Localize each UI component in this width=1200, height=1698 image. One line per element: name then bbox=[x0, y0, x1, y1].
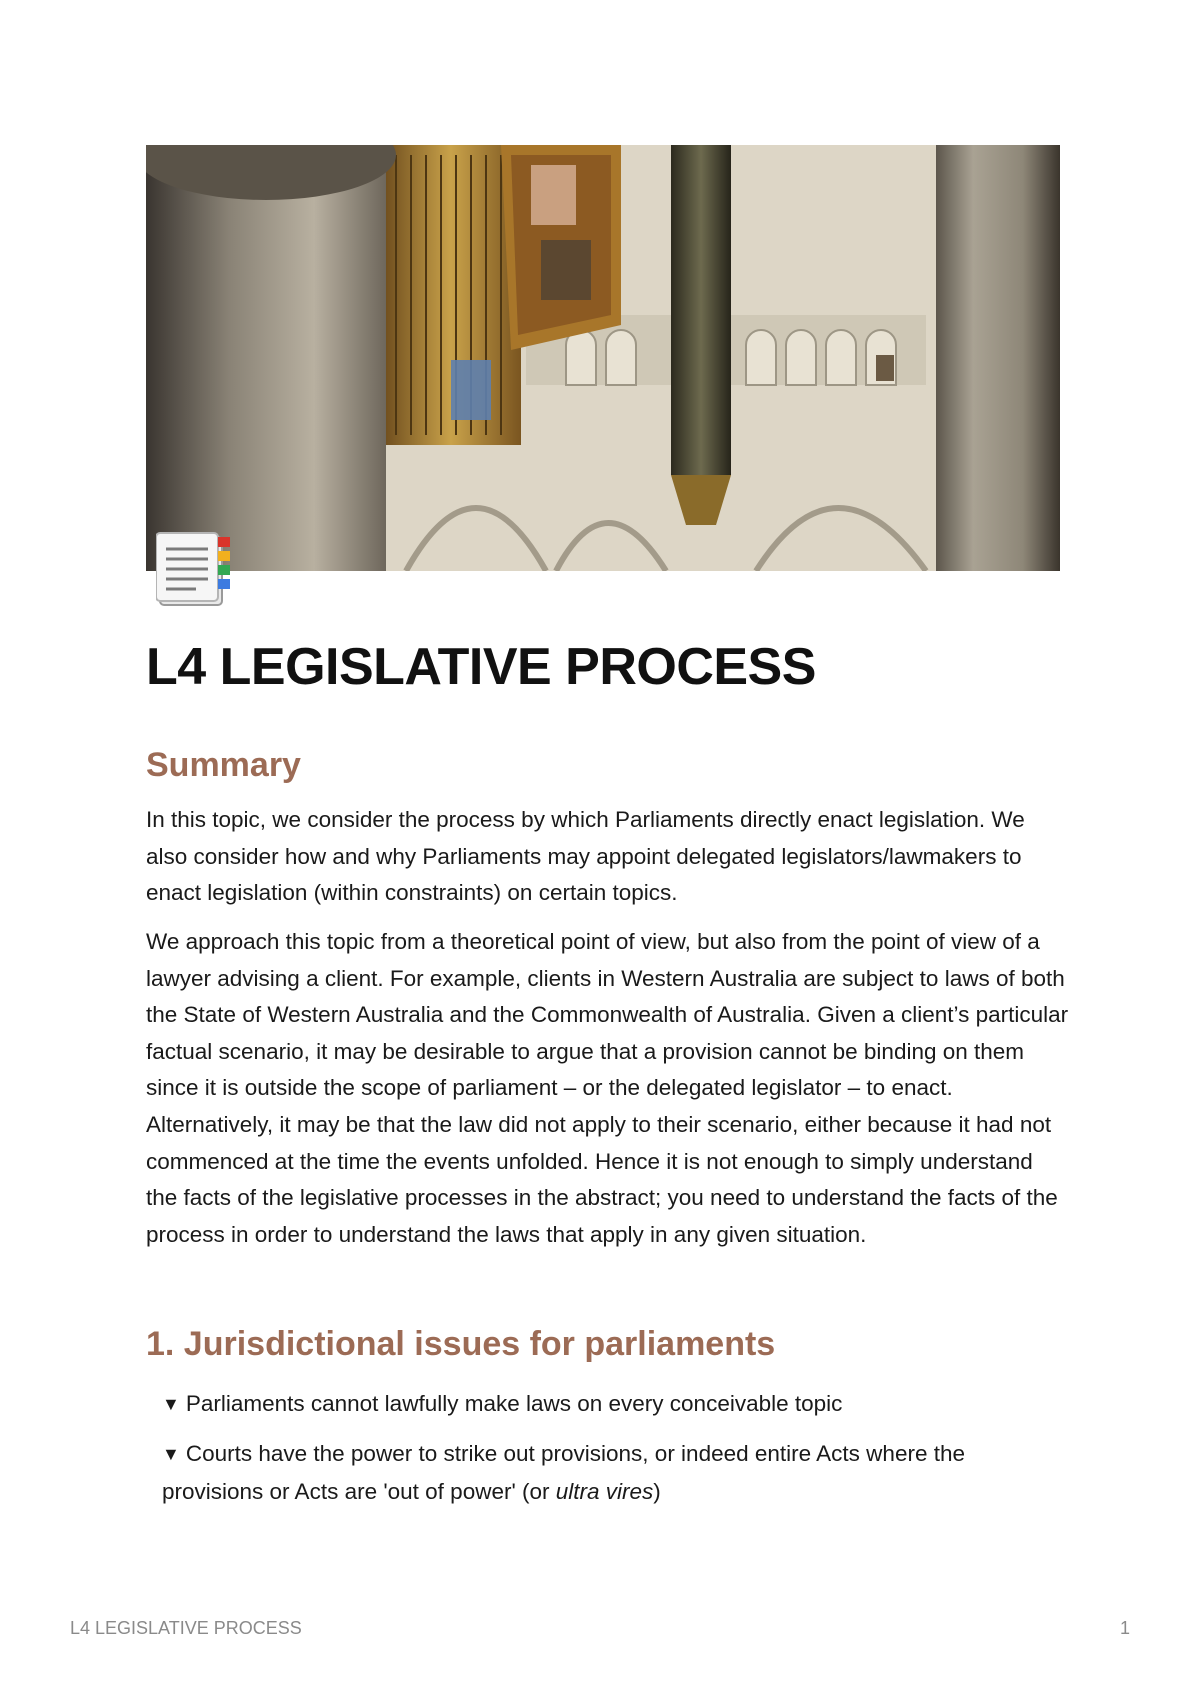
toggle-item[interactable] bbox=[162, 1436, 1062, 1510]
section-1-heading: 1. Jurisdictional issues for parliaments bbox=[146, 1325, 776, 1363]
summary-paragraph-1: In this topic, we consider the process by which Parliaments directly enact legislation. We also consider how and why Parliaments may appoint delegated legislators/lawmakers to enact legislation (within constraints) on certain topics. bbox=[146, 807, 1025, 906]
page-number: 1 bbox=[1119, 1618, 1130, 1638]
toggle-triangle-icon[interactable]: ▼ bbox=[162, 1394, 180, 1414]
summary-paragraph-2: We approach this topic from a theoretical point of view, but also from the point of view of a lawyer advising a client. For example, clients in Western Australia are subject to laws of both the State of Western Australia and the Commonwealth of Australia. Given a client’s particular factual scenario, it may be desirable to argue that a provision cannot be binding on them since it is outside the scope of parliament – or the delegated legislator – to enact. Alternatively, it may be that the law did not apply to their scenario, either because it had not commenced at the time the events unfolded. Hence it is not enough to simply understand the facts of the legislative processes in the abstract; you need to understand the facts of the process in order to understand the laws that apply in any given situation. bbox=[146, 929, 1069, 1247]
toggle-text-italic: ultra vires bbox=[555, 1478, 654, 1504]
toggle-text: Parliaments cannot lawfully make laws on every conceivable topic bbox=[185, 1391, 843, 1416]
summary-heading: Summary bbox=[146, 746, 301, 784]
page-title: L4 LEGISLATIVE PROCESS bbox=[146, 638, 816, 696]
footer-title: L4 LEGISLATIVE PROCESS bbox=[70, 1618, 302, 1638]
toggle-triangle-icon[interactable]: ▼ bbox=[162, 1444, 180, 1464]
toggle-item[interactable] bbox=[162, 1386, 1062, 1424]
toggle-text: Courts have the power to strike out provisions, or indeed entire Acts where the provisions or Acts are 'out of power' (or bbox=[162, 1441, 965, 1504]
toggle-text-end: ) bbox=[653, 1478, 661, 1504]
cover-image bbox=[146, 145, 1060, 571]
document-icon bbox=[156, 531, 240, 613]
